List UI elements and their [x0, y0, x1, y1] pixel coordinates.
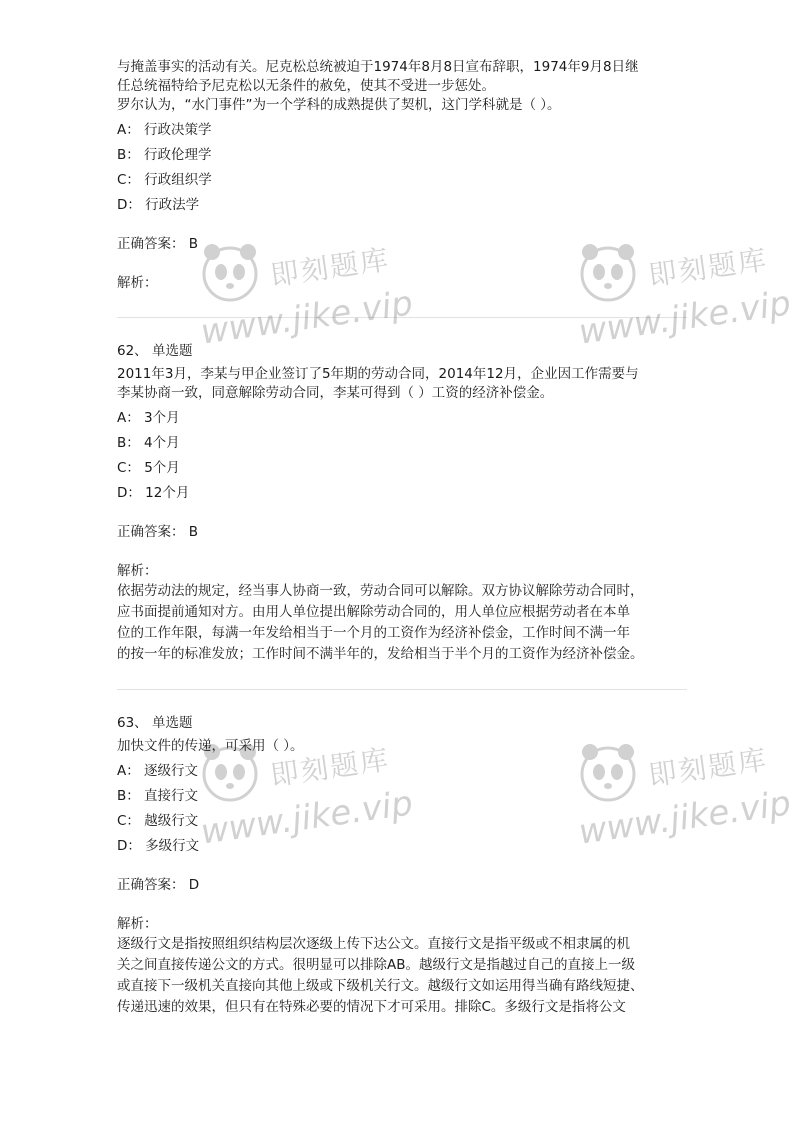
answer-value: B — [188, 524, 199, 540]
question-stem-line: 李某协商一致，同意解除劳动合同，李某可得到（ ）工资的经济补偿金。 — [117, 385, 554, 401]
option-d[interactable]: D： 12个月 — [117, 485, 190, 501]
option-d[interactable]: D： 多级行文 — [117, 838, 200, 854]
explain-line: 依据劳动法的规定，经当事人协商一致，劳动合同可以解除。双方协议解除劳动合同时， — [117, 583, 644, 599]
watermark-url: www.jike.vip — [198, 283, 416, 353]
option-d[interactable]: D： 行政法学 — [117, 197, 200, 213]
watermark-brand: 即刻题库 — [646, 242, 770, 293]
option-a[interactable]: A： 3个月 — [117, 410, 180, 426]
explain-line: 位的工作年限，每满一年发给相当于一个月的工资作为经济补偿金，工作时间不满一年 — [117, 625, 630, 641]
watermark-url: www.jike.vip — [576, 283, 794, 353]
question-divider — [117, 317, 687, 318]
question-61-intro — [117, 58, 687, 115]
answer-label: 正确答案： — [117, 524, 185, 540]
intro-line: 与掩盖事实的活动有关。尼克松总统被迫于1974年8月8日宣布辞职，1974年9月8日继 — [117, 59, 639, 75]
watermark-url: www.jike.vip — [198, 783, 416, 853]
explain-label: 解析： — [117, 916, 158, 932]
option-c[interactable]: C： 行政组织学 — [117, 172, 212, 188]
intro-line: 任总统福特给予尼克松以无条件的赦免，使其不受进一步惩处。 — [117, 78, 495, 94]
explain-line: 应书面提前通知对方。由用人单位提出解除劳动合同的，用人单位应根据劳动者在本单 — [117, 604, 630, 620]
watermark-url: www.jike.vip — [576, 783, 794, 853]
explain-label: 解析： — [117, 563, 158, 579]
explain-line: 传递迅速的效果，但只有在特殊必要的情况下才可采用。排除C。多级行文是指将公文 — [117, 999, 626, 1015]
explain-label: 解析： — [117, 275, 158, 291]
question-header: 62、 单选题 — [117, 343, 193, 359]
answer-row — [117, 523, 687, 542]
option-a[interactable]: A： 逐级行文 — [117, 763, 199, 779]
option-c[interactable]: C： 5个月 — [117, 460, 180, 476]
watermark-brand: 即刻题库 — [268, 742, 392, 793]
answer-value: D — [188, 877, 200, 893]
answer-label: 正确答案： — [117, 877, 185, 893]
explain-line: 的按一年的标准发放；工作时间不满半年的，发给相当于半个月的工资作为经济补偿金。 — [117, 646, 644, 662]
answer-row — [117, 235, 687, 254]
option-c[interactable]: C： 越级行文 — [117, 813, 199, 829]
watermark-brand: 即刻题库 — [646, 742, 770, 793]
answer-value: B — [188, 236, 199, 252]
explain-line: 或直接下一级机关直接向其他上级或下级机关行文。越级行文如运用得当确有路线短捷、 — [117, 978, 644, 994]
document-page — [117, 58, 687, 1018]
explain-line: 关之间直接传递公文的方式。很明显可以排除AB。越级行文是指越过自己的直接上一级 — [117, 957, 635, 973]
option-b[interactable]: B： 行政伦理学 — [117, 147, 212, 163]
question-62 — [117, 342, 687, 665]
question-61-options — [117, 121, 687, 215]
question-header: 63、 单选题 — [117, 715, 193, 731]
answer-row — [117, 876, 687, 895]
question-divider — [117, 689, 687, 690]
option-a[interactable]: A： 行政决策学 — [117, 122, 212, 138]
question-stem-line: 2011年3月，李某与甲企业签订了5年期的劳动合同，2014年12月，企业因工作需要与 — [117, 366, 639, 382]
watermark-brand: 即刻题库 — [268, 242, 392, 293]
option-b[interactable]: B： 4个月 — [117, 435, 180, 451]
question-63 — [117, 714, 687, 1018]
intro-line: 罗尔认为，“水门事件”为一个学科的成熟提供了契机，这门学科就是（ ）。 — [117, 97, 561, 113]
option-b[interactable]: B： 直接行文 — [117, 788, 199, 804]
explain-line: 逐级行文是指按照组织结构层次逐级上传下达公文。直接行文是指平级或不相隶属的机 — [117, 936, 630, 952]
answer-label: 正确答案： — [117, 236, 185, 252]
question-stem-line: 加快文件的传递，可采用（ ）。 — [117, 738, 304, 754]
